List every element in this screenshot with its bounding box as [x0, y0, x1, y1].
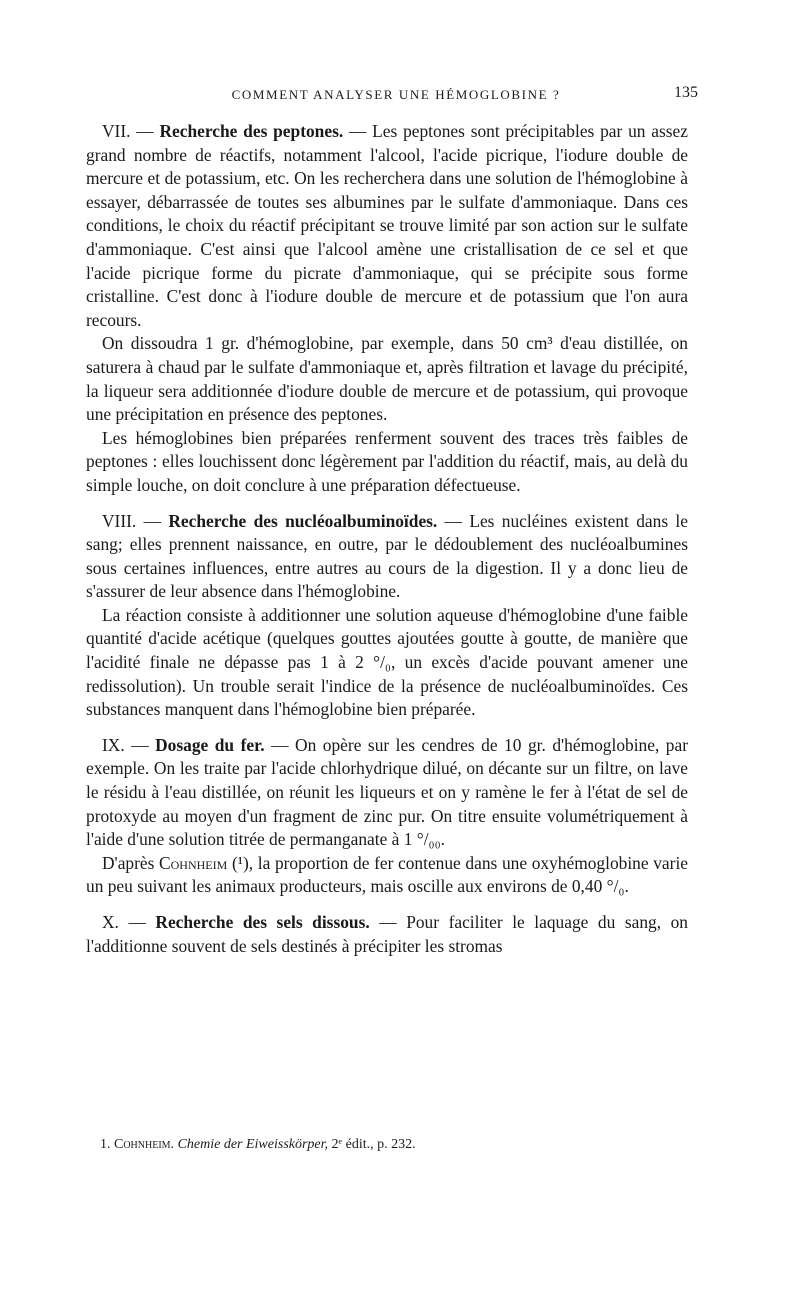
- section-vii-paragraph-1: [86, 120, 688, 332]
- footnote-author: Cohnheim.: [114, 1137, 175, 1152]
- section-x-text-1: Pour faciliter le laquage du sang, on l'additionne souvent de sels destinés à précipiter les stromas: [86, 912, 688, 956]
- section-viii-dash-1: —: [136, 510, 169, 531]
- section-ix-heading: Dosage du fer.: [155, 734, 265, 755]
- page-number: 135: [674, 84, 698, 101]
- section-ix-number: IX.: [102, 734, 125, 755]
- section-viii-paragraph-2: La réaction consiste à additionner une solution aqueuse d'hémoglobine d'une faible quantité d'acide acétique (quelques gouttes ajoutées goutte à goutte, de manière que l'acidité finale ne dépasse pas 1 à 2 °/₀, un excès d'acide pouvant amener une redissolution). Un trouble serait l'indice de la présence de nucléoalbuminoïdes. Ces substances manquent dans l'hémoglobine bien préparée.: [86, 604, 688, 720]
- section-vii-dash-2: —: [343, 121, 373, 141]
- section-ix-text-1: On opère sur les cendres de 10 gr. d'hémoglobine, par exemple. On les traite par l'acide chlorhydrique dilué, on décante sur un filtre, on lave le résidu à l'eau distillée, on réunit les liqueurs et on y ramène le fer à l'état de sel de protoxyde au moyen d'un fragment de zinc pur. On titre ensuite volumétriquement à l'aide d'une solution titrée de permanganate à 1 °/₀₀.: [86, 734, 689, 850]
- section-vii-number: VII.: [102, 121, 131, 141]
- running-head-title: COMMENT ANALYSER UNE HÉMOGLOBINE ?: [231, 87, 561, 102]
- section-ix-paragraph-1: [86, 734, 688, 852]
- section-vii-dash-1: —: [130, 121, 160, 141]
- section-vii-paragraph-2: On dissoudra 1 gr. d'hémoglobine, par exemple, dans 50 cm³ d'eau distillée, on saturera à chaud par le sulfate d'ammoniaque et, après filtration et lavage du précipité, la liqueur sera additionnée d'iodure double de mercure et de potassium, qui provoque une précipitation en présence des peptones.: [86, 333, 688, 425]
- running-head: [94, 84, 698, 106]
- section-vii-text-1: Les peptones sont précipitables par un assez grand nombre de réactifs, notamment l'alcool, l'acide picrique, l'iodure double de mercure et de potassium, etc. On les recherchera dans une solution de l'hémoglobine à essayer, débarrassée de toutes ses albumines par le sulfate d'ammoniaque. Dans ces conditions, le choix du réactif précipitant se trouve limité par son action sur le sulfate d'ammoniaque. C'est ainsi que l'alcool amène une cristallisation de ce sel et que l'acide picrique forme du picrate d'ammoniaque, qui se précipite sous forme cristalline. C'est donc à l'iodure double de mercure et de potassium que l'on aura recours.: [86, 121, 688, 330]
- cohnheim-before: D'après: [102, 852, 160, 873]
- section-x-heading: Recherche des sels dissous.: [155, 912, 370, 932]
- section-x-number: X.: [102, 912, 119, 932]
- section-viii-number: VIII.: [102, 510, 137, 531]
- section-ix-dash-2: —: [264, 734, 296, 755]
- cohnheim-after: , la proportion de fer contenue dans une oxyhémoglobine varie un peu suivant les animaux producteurs, mais oscille aux environs de 0,40 °/₀.: [86, 852, 688, 897]
- footnote-work-title: Chemie der Eiweisskörper,: [177, 1137, 329, 1152]
- section-viii-heading: Recherche des nucléoalbuminoïdes.: [168, 510, 438, 531]
- footnote-reference: (¹): [227, 852, 249, 873]
- section-ix-dash-1: —: [124, 734, 156, 755]
- section-x-paragraph-1: [86, 911, 688, 958]
- cohnheim-author: Cohnheim: [159, 852, 228, 873]
- body-text: [86, 120, 688, 958]
- section-vii-heading: Recherche des peptones.: [159, 121, 344, 141]
- footnote: [100, 1136, 690, 1154]
- section-viii-text-1: Les nucléines existent dans le sang; elles prennent naissance, en outre, par le dédoublement des nucléoalbumines sous certaines influences, entre autres au cours de la digestion. Il y a donc lieu de s'assurer de leur absence dans l'hémoglobine.: [86, 510, 688, 602]
- footnote-edition: 2ᵉ édit., p. 232.: [331, 1137, 416, 1152]
- section-x-dash-1: —: [118, 912, 156, 932]
- section-viii-dash-2: —: [437, 510, 470, 531]
- section-x-dash-2: —: [369, 912, 407, 932]
- footnote-number: 1.: [100, 1137, 111, 1152]
- section-vii-paragraph-3: Les hémoglobines bien préparées renferment souvent des traces très faibles de peptones : elles louchissent donc légèrement par l'addition du réactif, mais, au delà du simple louche, on doit conclure à une préparation défectueuse.: [86, 427, 688, 495]
- section-ix-paragraph-2: [86, 852, 688, 899]
- section-viii-paragraph-1: [86, 510, 688, 604]
